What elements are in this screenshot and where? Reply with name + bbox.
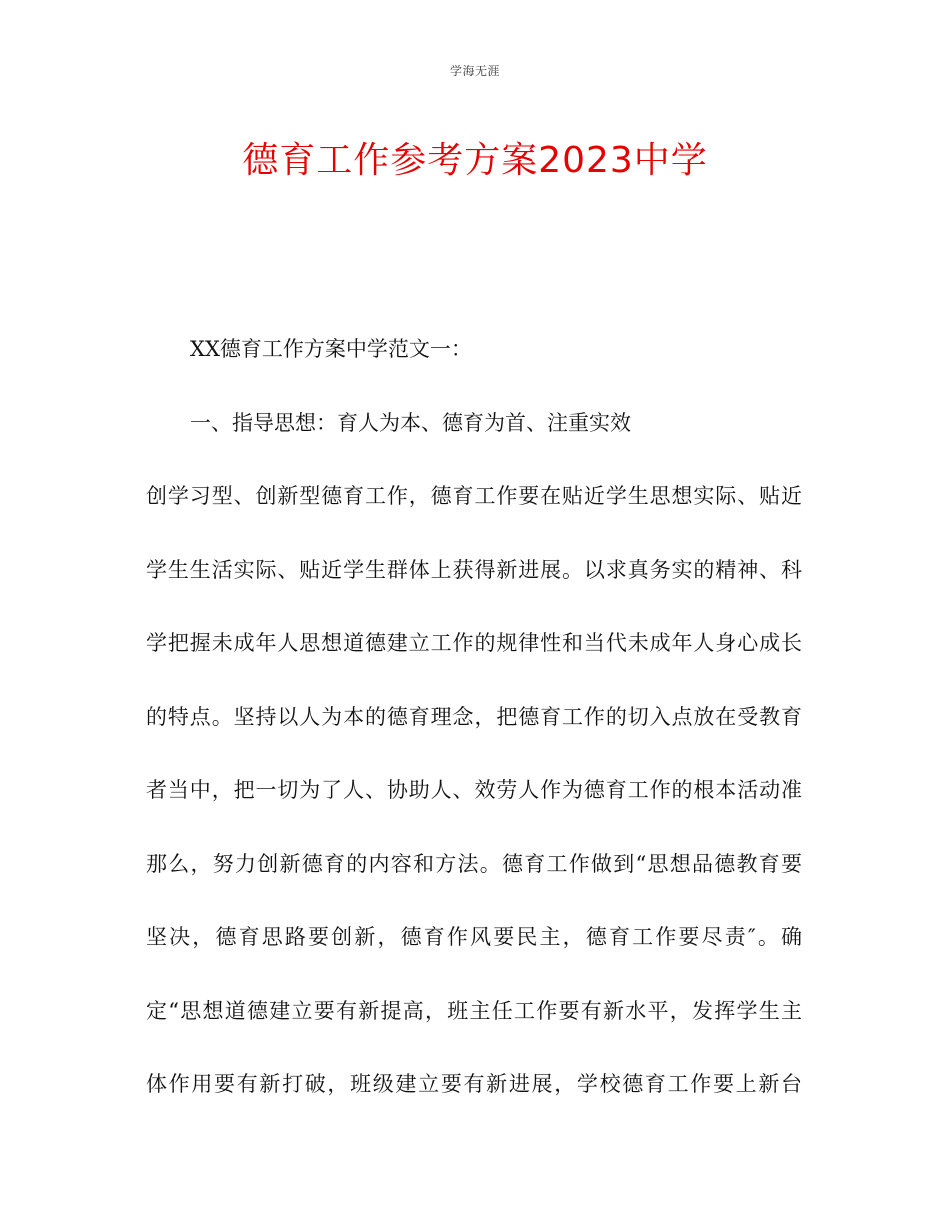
intro-paragraph: XX德育工作方案中学范文一： xyxy=(190,337,472,361)
document-body xyxy=(146,334,802,1143)
body-line: 定“思想道德建立要有新提高，班主任工作要有新水平，发挥学生主 xyxy=(146,998,802,1023)
body-line: 那么，努力创新德育的内容和方法。德育工作做到“思想品德教育要 xyxy=(146,851,802,876)
body-line: 学把握未成年人思想道德建立工作的规律性和当代未成年人身心成长 xyxy=(146,631,802,655)
body-line: 创学习型、创新型德育工作，德育工作要在贴近学生思想实际、贴近 xyxy=(146,484,802,508)
body-line: 坚决，德育思路要创新，德育作风要民主，德育工作要尽责″。确 xyxy=(146,925,802,949)
document-title: 德育工作参考方案2023中学 xyxy=(242,140,708,181)
body-line: 体作用要有新打破，班级建立要有新进展，学校德育工作要上新台 xyxy=(146,1072,802,1096)
section-heading: 一、指导思想：育人为本、德育为首、注重实效 xyxy=(190,410,631,435)
page-header: 学海无涯 xyxy=(449,64,500,78)
body-line: 学生生活实际、贴近学生群体上获得新进展。以求真务实的精神、科 xyxy=(146,557,802,582)
body-line: 者当中，把一切为了人、协助人、效劳人作为德育工作的根本活动准 xyxy=(146,778,802,802)
body-line: 的特点。坚持以人为本的德育理念，把德育工作的切入点放在受教育 xyxy=(146,704,802,729)
